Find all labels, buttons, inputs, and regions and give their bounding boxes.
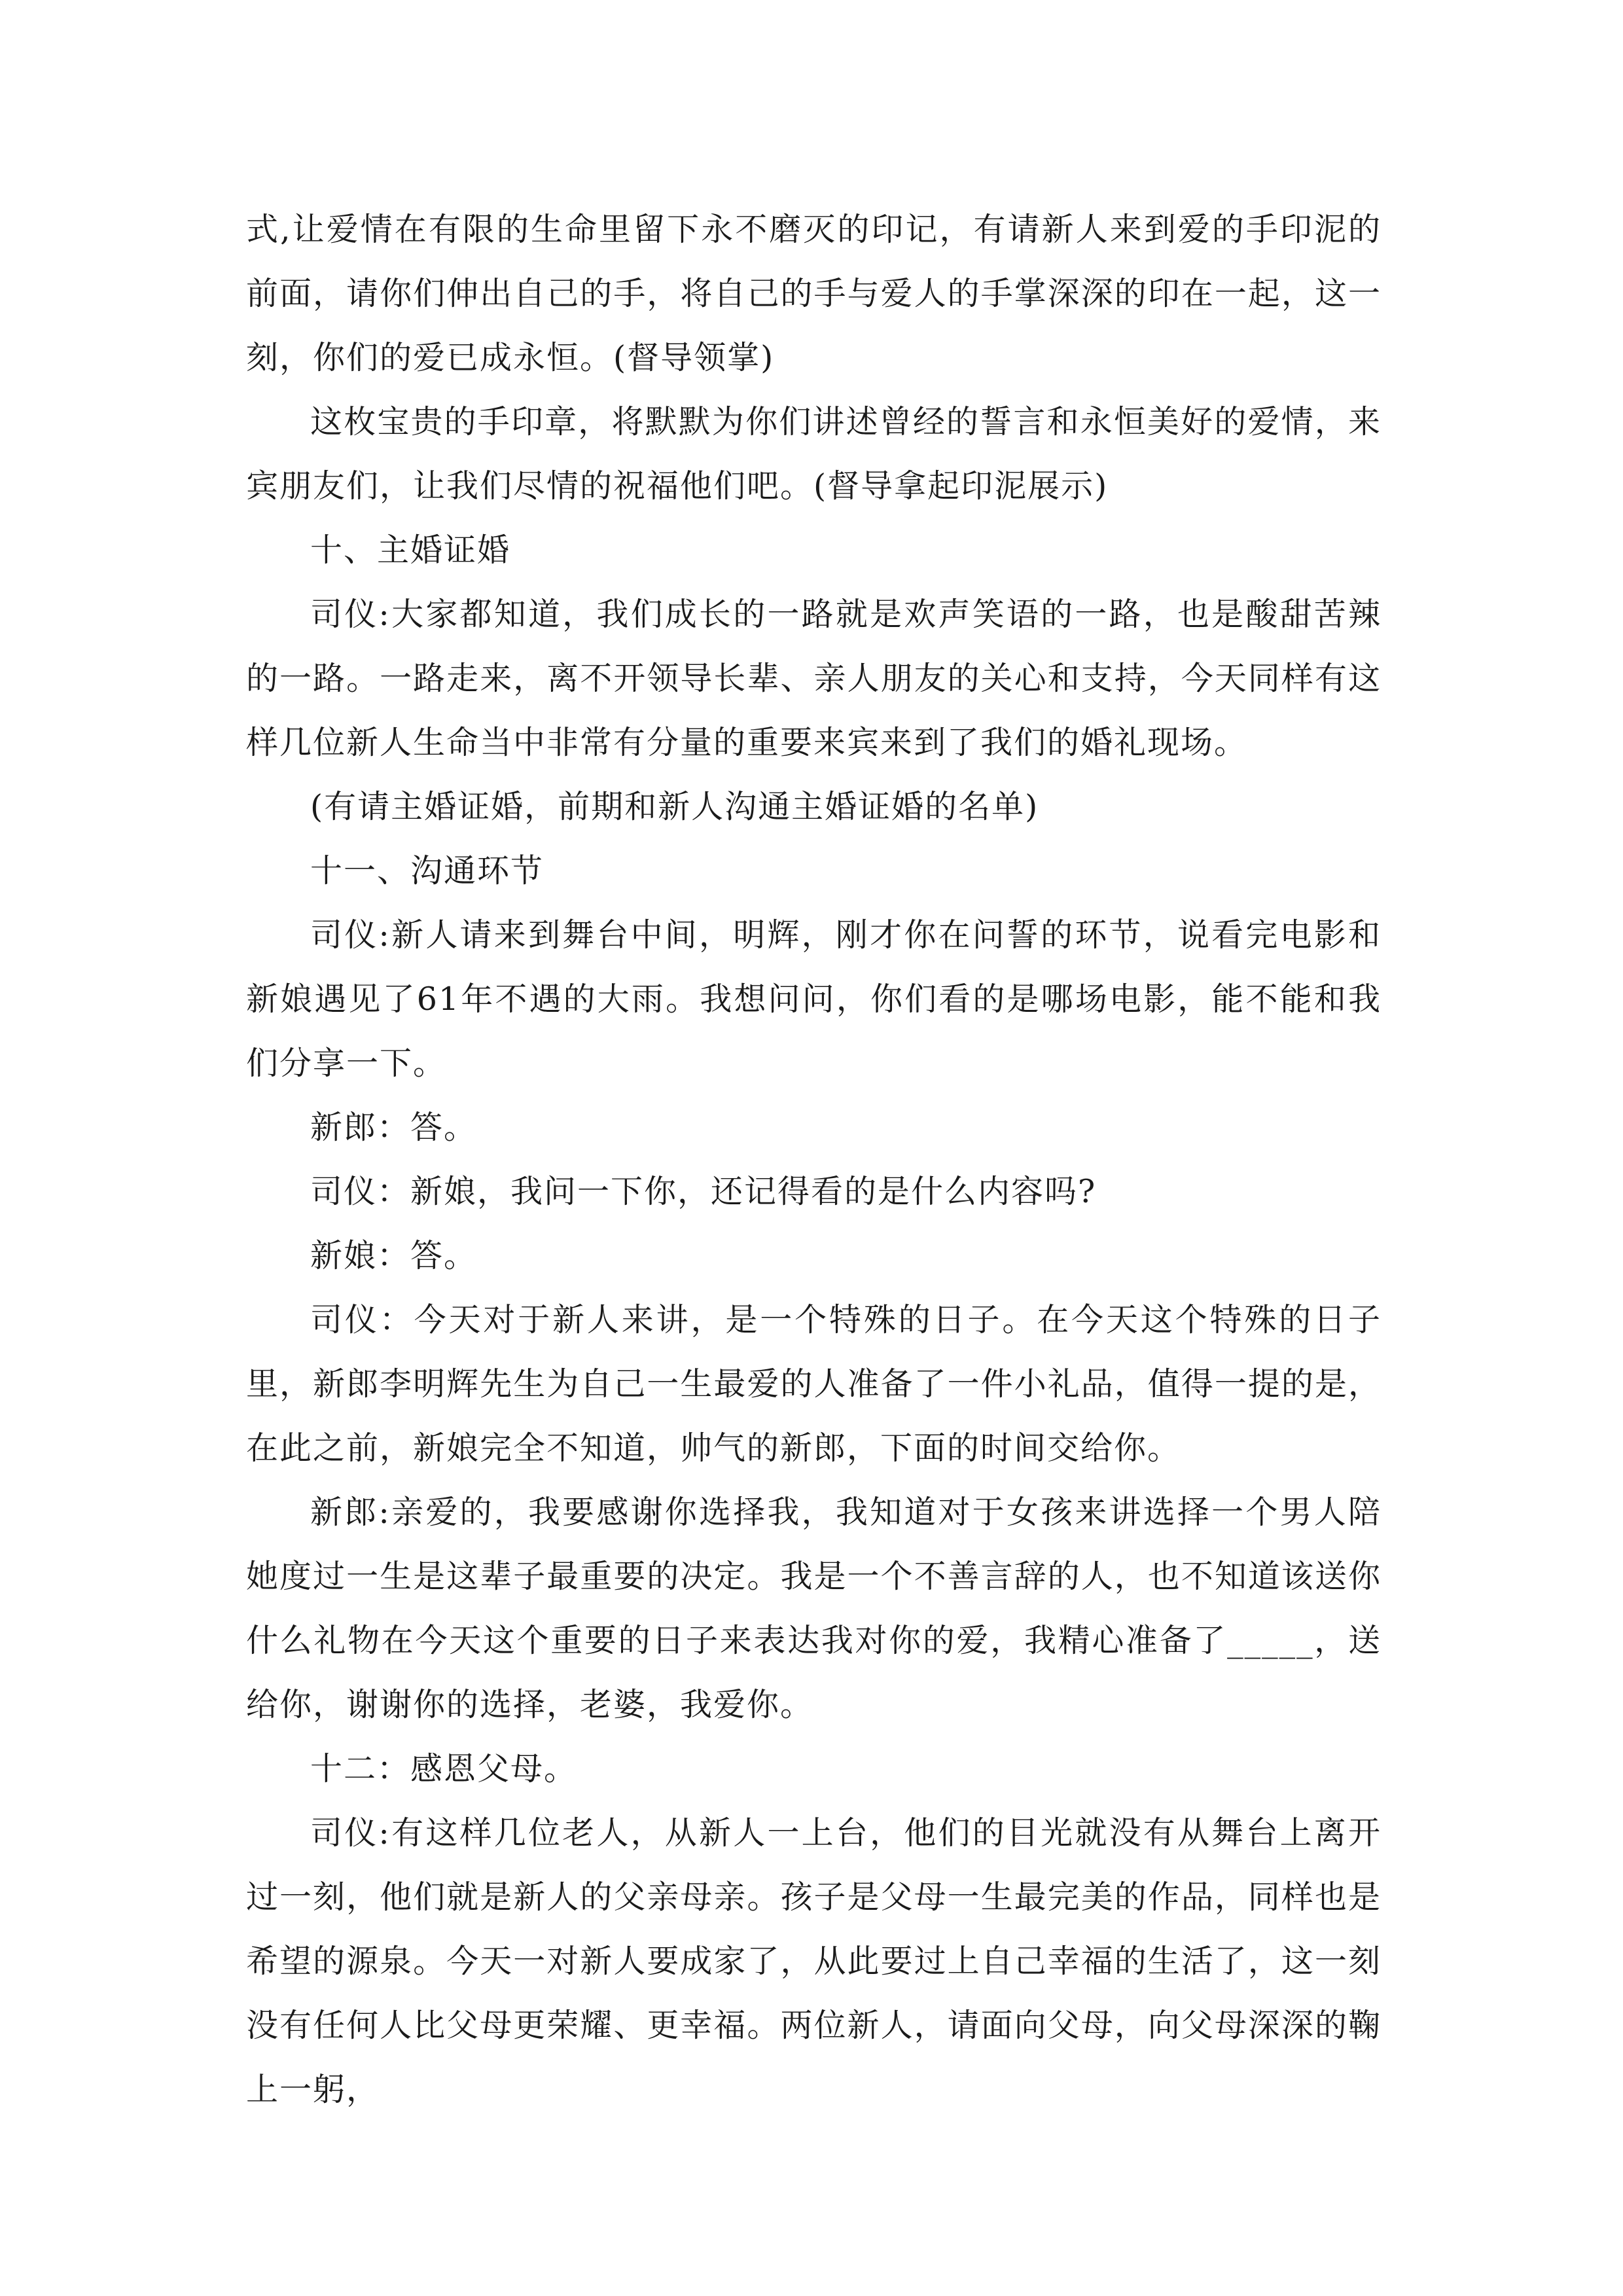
paragraph-mc-gift: 司仪：今天对于新人来讲，是一个特殊的日子。在今天这个特殊的日子里，新郎李明辉先生为自己一生最爱的人准备了一件小礼品，值得一提的是，在此之前，新娘完全不知道，帅气的新郎，下面的时间交给你。 bbox=[246, 1301, 1382, 1467]
paragraph-mc-guests: 司仪:大家都知道，我们成长的一路就是欢声笑语的一路，也是酸甜苦辣的一路。一路走来，离不开领导长辈、亲人朋友的关心和支持，今天同样有这样几位新人生命当中非常有分量的重要来宾来到了我们的婚礼现场。 bbox=[246, 596, 1382, 761]
section-heading-parents: 十二：感恩父母。 bbox=[310, 1750, 578, 1787]
paragraph-officiant-note: (有请主婚证婚，前期和新人沟通主婚证婚的名单) bbox=[310, 788, 1039, 825]
paragraph-bride-answer: 新娘：答。 bbox=[310, 1237, 478, 1274]
paragraph-mc-parents: 司仪:有这样几位老人，从新人一上台，他们的目光就没有从舞台上离开过一刻，他们就是新人的父亲母亲。孩子是父母一生最完美的作品，同样也是希望的源泉。今天一对新人要成家了，从此要过上自己幸福的生活了，这一刻没有任何人比父母更荣耀、更幸福。两位新人，请面向父母，向父母深深的鞠上一躬， bbox=[246, 1814, 1382, 2108]
document-body bbox=[246, 198, 1382, 2122]
paragraph-groom-speech: 新郎:亲爱的，我要感谢你选择我，我知道对于女孩来讲选择一个男人陪她度过一生是这辈子最重要的决定。我是一个不善言辞的人，也不知道该送你什么礼物在今天这个重要的日子来表达我对你的爱，我精心准备了_____，送给你，谢谢你的选择，老婆，我爱你。 bbox=[246, 1494, 1382, 1723]
paragraph-groom-answer: 新郎：答。 bbox=[310, 1109, 478, 1146]
paragraph-mc-bride-question: 司仪：新娘，我问一下你，还记得看的是什么内容吗? bbox=[310, 1173, 1097, 1210]
paragraph-continued-ceremony: 式,让爱情在有限的生命里留下永不磨灭的印记，有请新人来到爱的手印泥的前面，请你们伸出自己的手，将自己的手与爱人的手掌深深的印在一起，这一刻，你们的爱已成永恒。(督导领掌) bbox=[246, 211, 1382, 376]
paragraph-mc-movie: 司仪:新人请来到舞台中间，明辉，刚才你在问誓的环节，说看完电影和新娘遇见了61年不遇的大雨。我想问问，你们看的是哪场电影，能不能和我们分享一下。 bbox=[246, 916, 1382, 1082]
section-heading-officiant: 十、主婚证婚 bbox=[310, 531, 511, 569]
section-heading-communication: 十一、沟通环节 bbox=[310, 852, 544, 889]
paragraph-handprint-seal: 这枚宝贵的手印章，将默默为你们讲述曾经的誓言和永恒美好的爱情，来宾朋友们，让我们尽情的祝福他们吧。(督导拿起印泥展示) bbox=[246, 403, 1382, 505]
